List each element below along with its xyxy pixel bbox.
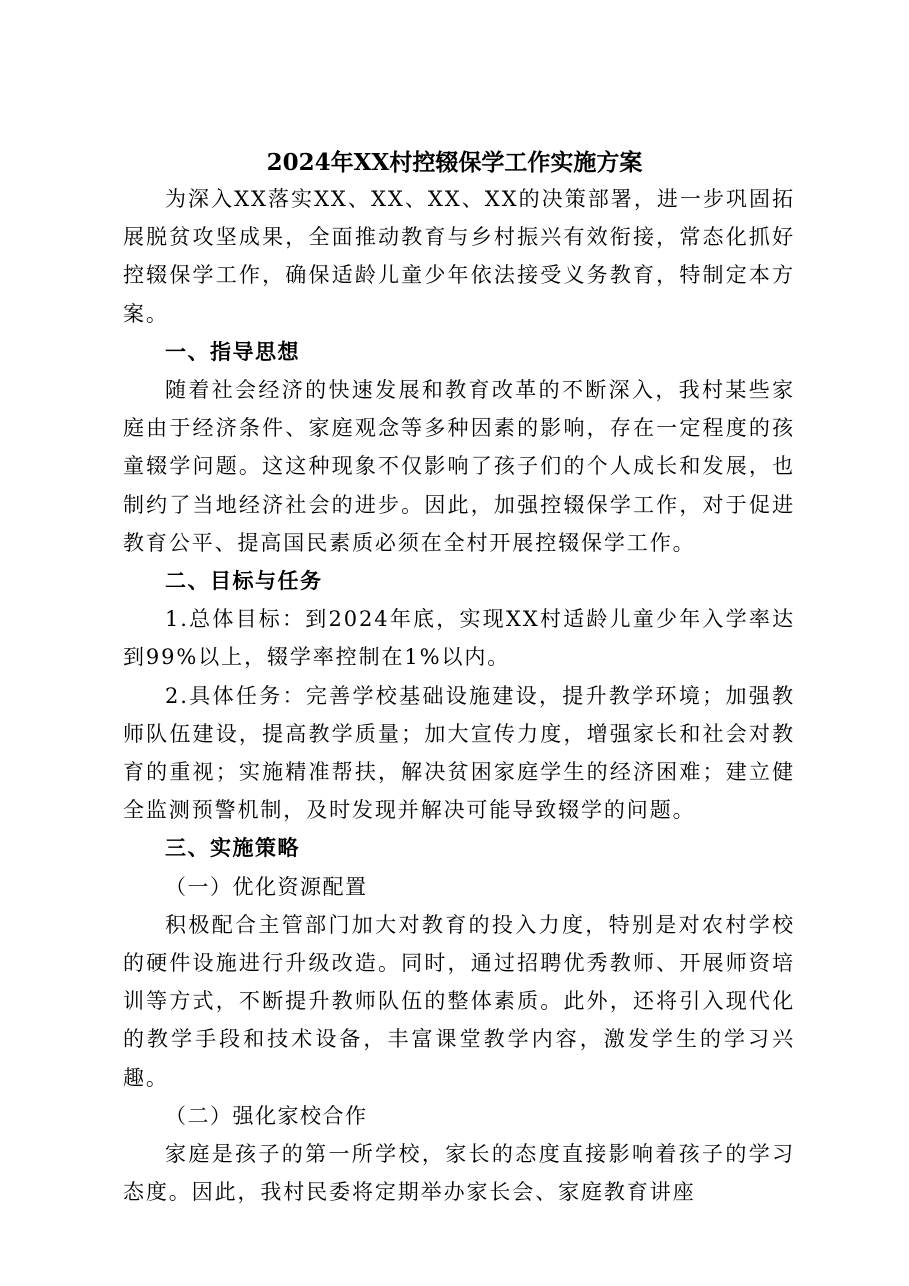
intro-paragraph: 为深入XX落实XX、XX、XX、XX的决策部署，进一步巩固拓展脱贫攻坚成果，全面推动教育与乡村振兴有效衔接，常态化抓好控辍保学工作，确保适龄儿童少年依法接受义务教育，特制定本方案。 [123, 187, 795, 326]
section-heading-goals-tasks: 二、目标与任务 [165, 568, 323, 594]
overall-goal-paragraph: 1.总体目标：到2024年底，实现XX村适龄儿童少年入学率达到99%以上，辍学率控制在1%以内。 [123, 607, 795, 670]
section-heading-strategies: 三、实施策略 [165, 835, 300, 861]
subheading-home-school-cooperation: （二）强化家校合作 [165, 1103, 368, 1128]
subheading-optimize-resources: （一）优化资源配置 [165, 874, 368, 899]
section-heading-guiding-ideology: 一、指导思想 [165, 338, 300, 364]
optimize-resources-paragraph: 积极配合主管部门加大对教育的投入力度，特别是对农村学校的硬件设施进行升级改造。同时，通过招聘优秀教师、开展师资培训等方式，不断提升教师队伍的整体素质。此外，还将引入现代化的教学手段和技术设备，丰富课堂教学内容，激发学生的学习兴趣。 [123, 912, 795, 1090]
document-body [123, 180, 795, 1211]
home-school-paragraph: 家庭是孩子的第一所学校，家长的态度直接影响着孩子的学习态度。因此，我村民委将定期举办家长会、家庭教育讲座 [123, 1142, 795, 1205]
document-title: 2024年XX村控辍保学工作实施方案 [266, 149, 643, 176]
guiding-ideology-paragraph: 随着社会经济的快速发展和教育改革的不断深入，我村某些家庭由于经济条件、家庭观念等多种因素的影响，存在一定程度的孩童辍学问题。这这种现象不仅影响了孩子们的个人成长和发展，也制约了当地经济社会的进步。因此，加强控辍保学工作，对于促进教育公平、提高国民素质必须在全村开展控辍保学工作。 [123, 378, 795, 555]
specific-tasks-paragraph: 2.具体任务：完善学校基础设施建设，提升教学环境；加强教师队伍建设，提高教学质量；加大宣传力度，增强家长和社会对教育的重视；实施精准帮扶，解决贫困家庭学生的经济困难；建立健全监测预警机制，及时发现并解决可能导致辍学的问题。 [123, 683, 795, 823]
